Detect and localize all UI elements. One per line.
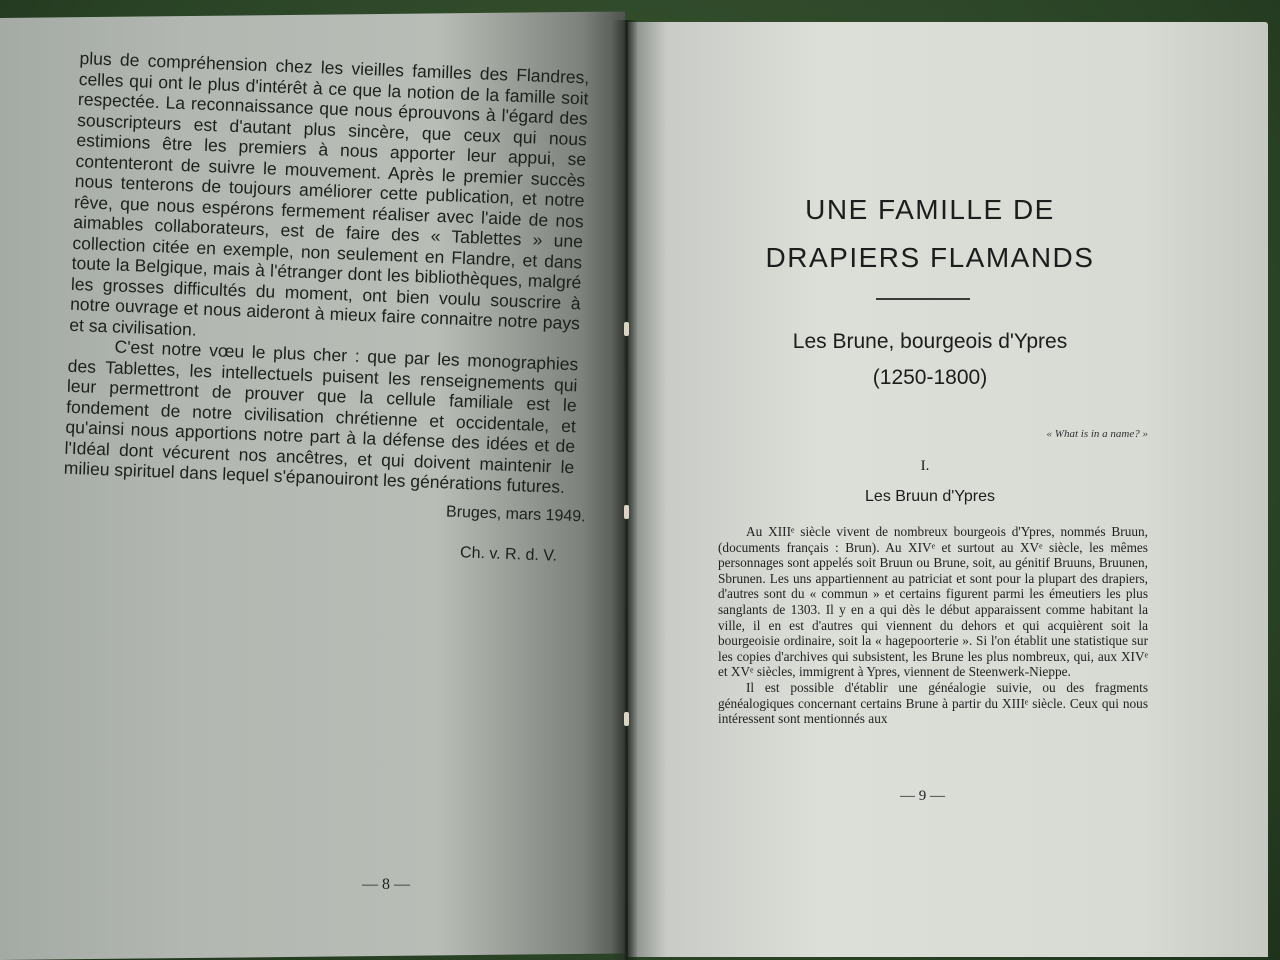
book-gutter <box>612 20 638 960</box>
left-page-number: — 8 — <box>362 876 410 893</box>
epigraph: « What is in a name? » <box>1046 428 1148 440</box>
binding-thread <box>624 505 629 519</box>
section-number: I. <box>920 458 930 474</box>
right-paragraph-2: Il est possible d'établir une généalogie suivie, ou des fragments généalogiques concernant certains Brune à partir du XIIIᵉ siècle. Ceux qui nous intéressent sont mentionnés aux <box>718 679 1148 727</box>
left-paragraph-1: plus de compréhension chez les vieilles familles des Flandres, celles qui ont le plus d'intérêt à ce que la notion de la famille soit respectée. La reconnaissance que nous éprouvons à l'égard des souscripteurs est d'autant plus sincère, que ceux qui nous estimions être les premiers à nous apporter leur appui, se contenteront de suivre le mouvement. Après le premier succès nous tenterons de toujours améliorer cette publication, et notre rêve, que nous espérons fermement réaliser avec l'aide de nos aimables collaborateurs, est de faire des « Tablettes » une collection citée en exemple, non seulement en Flandre, et dans toute la Belgique, mais à l'étranger dont les bibliothèques, malgré les grosses difficultés du moment, ont bien voulu souscrire à notre ouvrage et nous aideront à mieux faire connaitre notre pays et sa civilisation. <box>69 48 590 340</box>
subtitle-line-2: (1250-1800) <box>872 366 988 389</box>
title-line-2: DRAPIERS FLAMANDS <box>765 242 1095 273</box>
binding-thread <box>624 322 629 336</box>
binding-thread <box>624 712 629 726</box>
right-page-body <box>718 524 1148 727</box>
left-page-text <box>63 48 589 498</box>
left-paragraph-2: C'est notre vœu le plus cher : que par les monographies des Tablettes, les intellectuels puisent les renseignements qui leur permettront de prouver que la cellule familiale est le fondement de notre civilisation chrétienne et occidentale, et qu'ainsi nous apportions notre part à la défense des idées et de l'Idéal dont vécurent nos ancêtres, et qui doivent maintenir le milieu spirituel dans lequel s'épanouiront les générations futures. <box>63 336 579 497</box>
section-title: Les Bruun d'Ypres <box>865 488 995 505</box>
place-date: Bruges, mars 1949. <box>445 503 586 526</box>
title-line-1: UNE FAMILLE DE <box>805 194 1055 225</box>
right-page-number: — 9 — <box>900 788 945 804</box>
right-paragraph-1: Au XIIIᵉ siècle vivent de nombreux bourgeois d'Ypres, nommés Bruun, (documents français : Brun). Au XIVᵉ et surtout au XVᵉ siècle, les mêmes personnages sont appelés soit Bruun ou Brune, soit, au génitif Bruuns, Bruunen, Sbrunen. Les uns appartiennent au patriciat et sont pour la plupart des drapiers, d'autres sont du « commun » et certains figurent parmi les émeutiers les plus sanglants de 1303. Il y en a qui dès le début apparaissent comme habitant la ville, il en est d'autres qui viennent du dehors et qui acquièrent soit la bourgeoisie ordinaire, soit la « hagepoorterie ». Si l'on établit une statistique sur les copies d'archives qui subsistent, les Brune les plus nombreux, qui, aux XIVᵉ et XVᵉ siècles, immigrent à Ypres, viennent de Steenwerk-Nieppe. <box>718 524 1148 680</box>
subtitle-line-1: Les Brune, bourgeois d'Ypres <box>792 330 1068 353</box>
title-rule <box>876 298 970 300</box>
signature: Ch. v. R. d. V. <box>459 544 558 565</box>
